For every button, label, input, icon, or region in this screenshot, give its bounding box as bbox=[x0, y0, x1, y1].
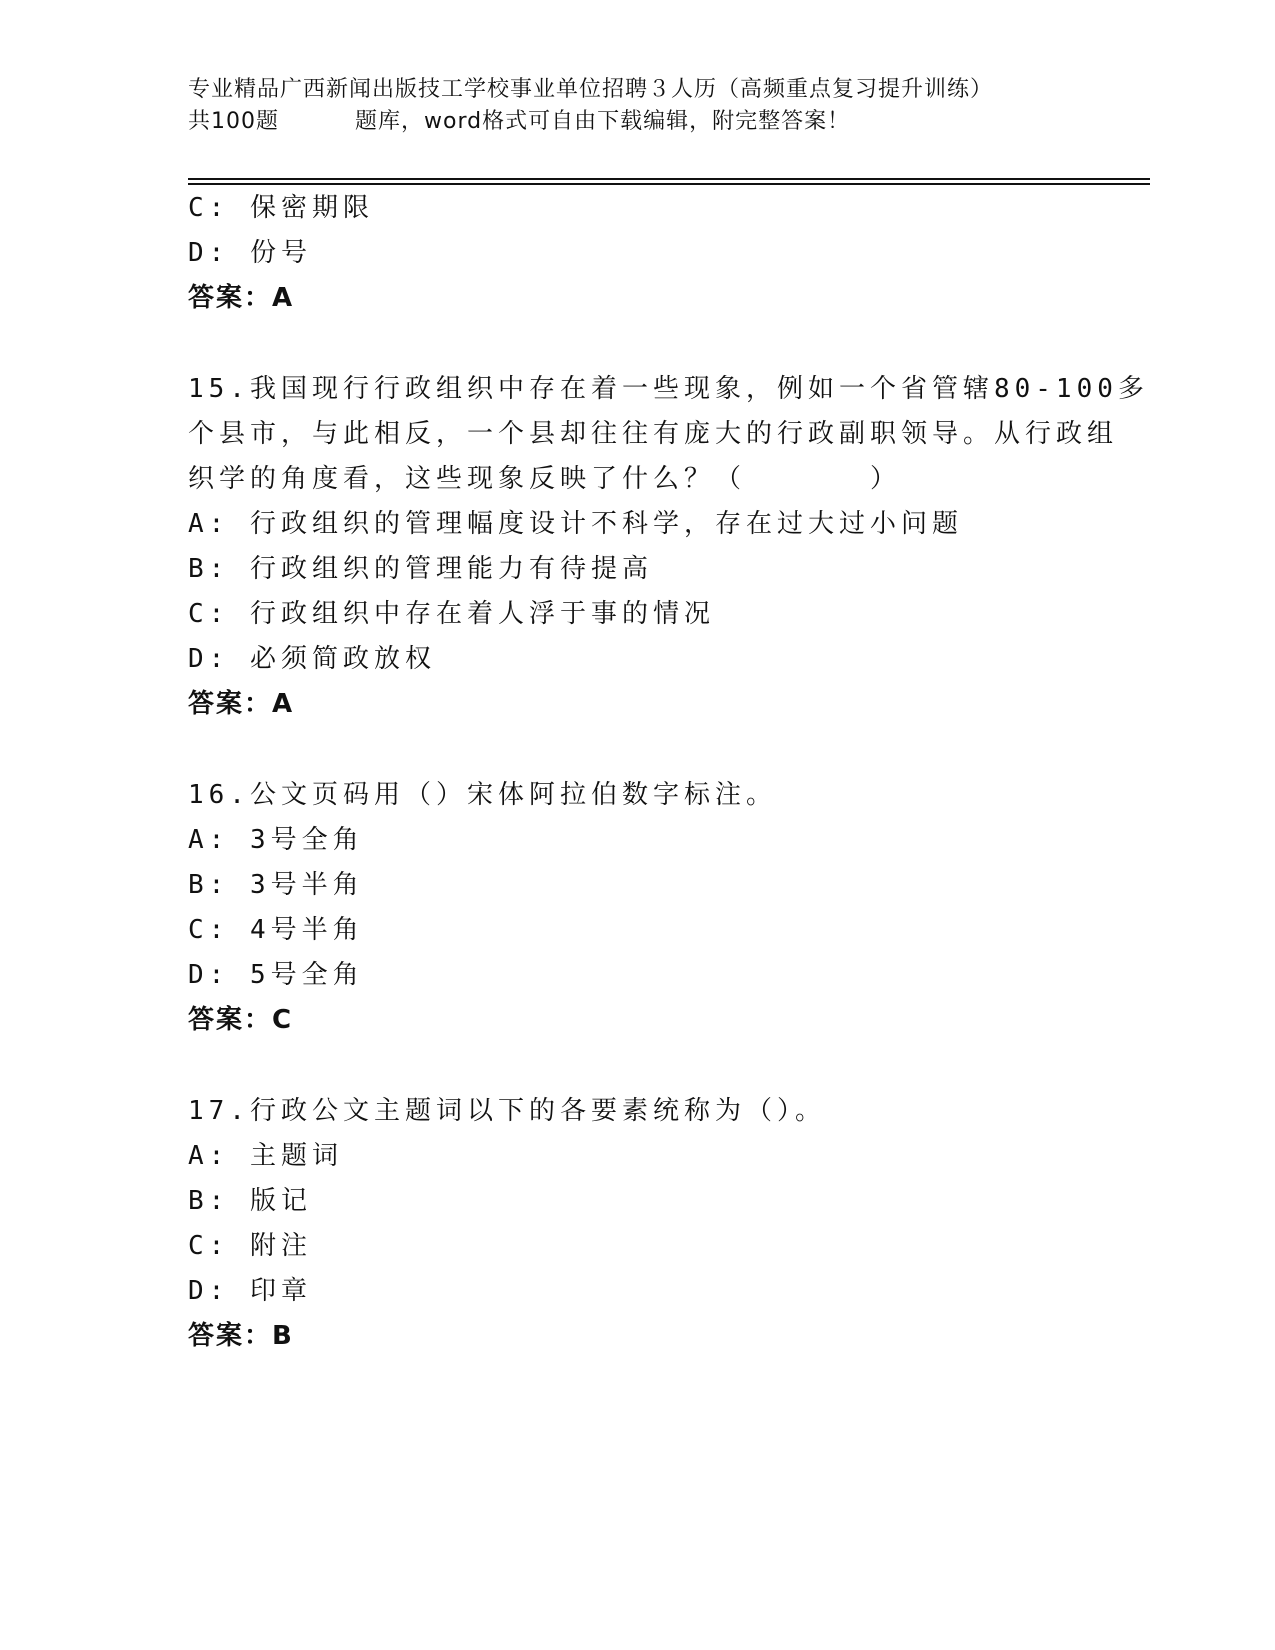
question-16-option-c: C: 4号半角 bbox=[188, 915, 364, 945]
question-17-option-d: D: 印章 bbox=[188, 1276, 312, 1306]
header-divider-top bbox=[188, 178, 1150, 180]
question-15-option-d: D: 必须简政放权 bbox=[188, 644, 436, 674]
question-16-answer: 答案：C bbox=[188, 1005, 294, 1035]
question-15-stem-line-1: 15.我国现行行政组织中存在着一些现象，例如一个省管辖80-100多 bbox=[188, 374, 1149, 404]
question-15-stem-line-2: 个县市，与此相反，一个县却往往有庞大的行政副职领导。从行政组 bbox=[188, 419, 1119, 449]
question-16-stem-line-1: 16.公文页码用（）宋体阿拉伯数字标注。 bbox=[188, 780, 777, 810]
question-15-option-b: B: 行政组织的管理能力有待提高 bbox=[188, 554, 653, 584]
question-17-answer: 答案：B bbox=[188, 1321, 294, 1351]
header-description: 题库，word格式可自由下载编辑，附完整答案！ bbox=[355, 109, 851, 134]
question-17-option-b: B: 版记 bbox=[188, 1186, 312, 1216]
question-16-option-a: A: 3号全角 bbox=[188, 825, 364, 855]
question-17-option-a: A: 主题词 bbox=[188, 1141, 343, 1171]
header-question-count: 共100题 bbox=[188, 109, 279, 134]
header-subtitle-line bbox=[188, 106, 1088, 138]
page-header bbox=[188, 74, 1088, 138]
header-divider-bottom bbox=[188, 183, 1150, 185]
question-16-option-d: D: 5号全角 bbox=[188, 960, 364, 990]
option-d: D: 份号 bbox=[188, 238, 312, 268]
option-c: C: 保密期限 bbox=[188, 193, 374, 223]
question-15-stem-line-3: 织学的角度看，这些现象反映了什么？（ ） bbox=[188, 464, 902, 494]
question-17-stem-line-1: 17.行政公文主题词以下的各要素统称为（）。 bbox=[188, 1096, 826, 1126]
question-15-option-c: C: 行政组织中存在着人浮于事的情况 bbox=[188, 599, 715, 629]
header-title-line: 专业精品广西新闻出版技工学校事业单位招聘３人历（高频重点复习提升训练） bbox=[188, 77, 994, 102]
question-15-option-a: A: 行政组织的管理幅度设计不科学，存在过大过小问题 bbox=[188, 509, 963, 539]
question-17-option-c: C: 附注 bbox=[188, 1231, 312, 1261]
answer-line: 答案：A bbox=[188, 283, 295, 313]
question-16-option-b: B: 3号半角 bbox=[188, 870, 364, 900]
question-15-answer: 答案：A bbox=[188, 689, 295, 719]
